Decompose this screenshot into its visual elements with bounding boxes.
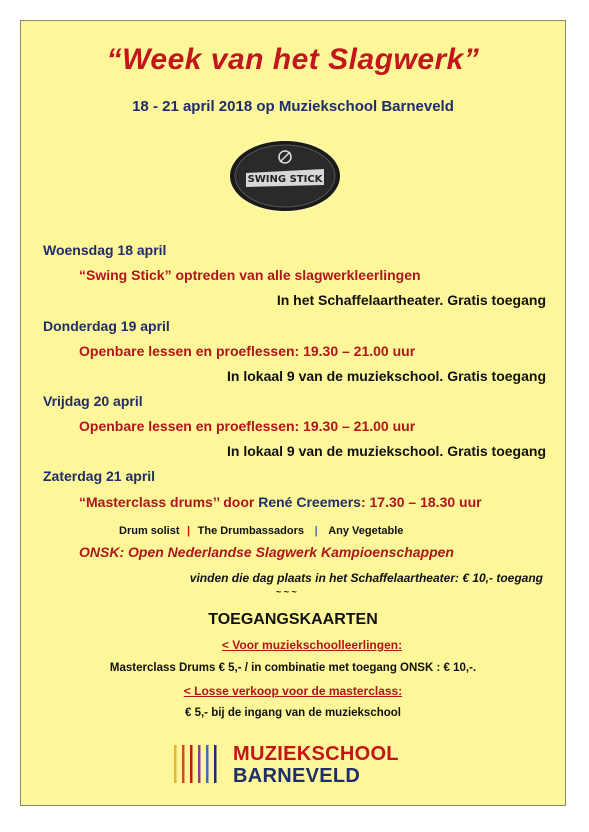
logo-text: SWING STICK — [247, 174, 323, 185]
poster-title: “Week van het Slagwerk” — [106, 43, 480, 76]
onsk-info: vinden die dag plaats in het Schaffelaartheater: € 10,- toegang — [189, 571, 543, 585]
band-separator: | — [183, 525, 194, 537]
band-list — [119, 521, 403, 539]
swing-stick-logo — [224, 135, 346, 217]
brand-bar — [206, 745, 209, 783]
brand-bar — [190, 745, 193, 783]
location-wednesday: In het Schaffelaartheater. Gratis toegang — [276, 292, 546, 308]
event-friday: Openbare lessen en proeflessen: 19.30 – 21.00 uur — [79, 418, 416, 434]
tickets-heading: TOEGANGSKAARTEN — [208, 611, 378, 628]
band-item: Any Vegetable — [328, 525, 404, 537]
students-price: Masterclass Drums € 5,- / in combinatie met toegang ONSK : € 10,-. — [109, 662, 477, 674]
brand-name-line1: MUZIEKSCHOOL — [233, 743, 399, 765]
day-heading-saturday: Zaterdag 21 april — [43, 468, 156, 484]
loose-sale-price: € 5,- bij de ingang van de muziekschool — [185, 707, 401, 719]
event-thursday: Openbare lessen en proeflessen: 19.30 – 21.00 uur — [79, 343, 416, 359]
muziekschool-logo-icon — [172, 743, 227, 785]
day-heading-friday: Vrijdag 20 april — [43, 393, 143, 409]
masterclass-label: “Masterclass drums’’ door — [79, 494, 259, 510]
brand-bar — [214, 745, 217, 783]
onsk-heading: ONSK: Open Nederlandse Slagwerk Kampioenschappen — [79, 544, 454, 560]
brand-bar — [174, 745, 177, 783]
loose-sale-label: < Losse verkoop voor de masterclass: — [183, 684, 403, 698]
event-saturday — [79, 494, 482, 512]
band-separator: | — [308, 525, 324, 537]
location-thursday: In lokaal 9 van de muziekschool. Gratis toegang — [227, 368, 546, 384]
poster-subtitle: 18 - 21 april 2018 op Muziekschool Barneveld — [132, 98, 454, 115]
day-heading-thursday: Donderdag 19 april — [43, 318, 170, 334]
event-wednesday: “Swing Stick” optreden van alle slagwerkleerlingen — [79, 267, 421, 283]
event-poster — [20, 20, 566, 806]
location-friday: In lokaal 9 van de muziekschool. Gratis toegang — [227, 443, 546, 459]
tilde-divider: ~ ~ ~ — [276, 587, 297, 597]
day-heading-wednesday: Woensdag 18 april — [43, 242, 167, 258]
band-item: The Drumbassadors — [197, 525, 304, 537]
brand-bar — [182, 745, 185, 783]
masterclass-time: : 17.30 – 18.30 uur — [360, 494, 482, 510]
brand-bar — [198, 745, 201, 783]
teacher-name: René Creemers — [258, 494, 361, 510]
brand-name-line2: BARNEVELD — [233, 765, 361, 787]
band-item: Drum solist — [119, 525, 180, 537]
students-label: < Voor muziekschoolleerlingen: — [221, 638, 403, 652]
